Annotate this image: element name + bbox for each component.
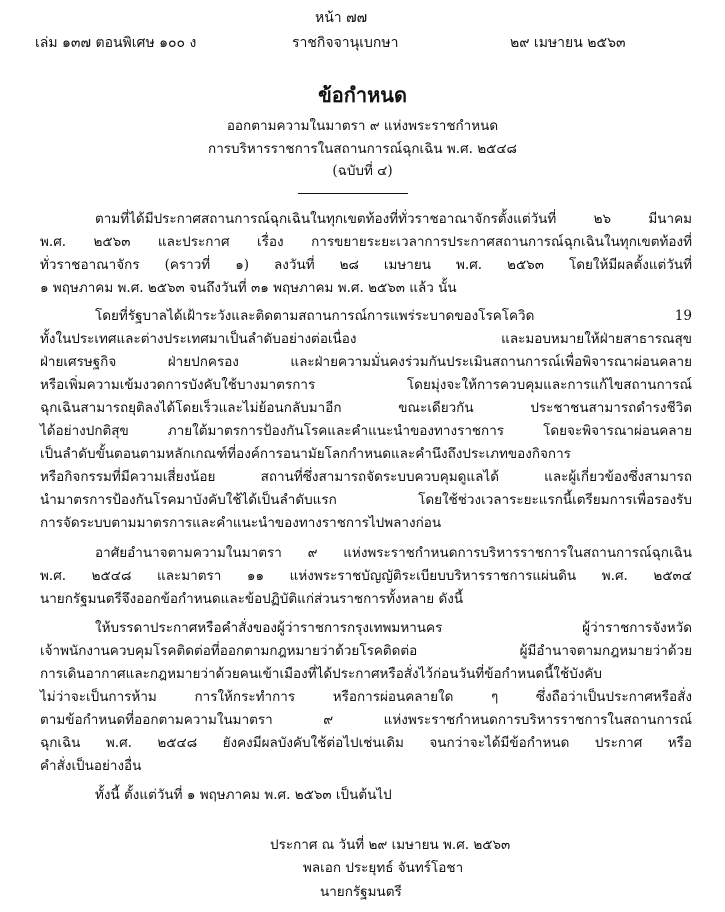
- signatory-name: พลเอก ประยุทธ์ จันทร์โอชา: [303, 860, 464, 876]
- paragraph-line: ทั้งนี้ ตั้งแต่วันที่ ๑ พฤษภาคม พ.ศ. ๒๕๖๓ เป็นต้นไป: [95, 787, 392, 803]
- paragraph-line: ให้บรรดาประกาศหรือคำสั่งของผู้ว่าราชการกรุงเทพมหานคร ผู้ว่าราชการจังหวัด: [95, 620, 692, 636]
- gazette-date: ๒๙ เมษายน ๒๕๖๓: [510, 35, 626, 51]
- paragraph-line: เจ้าพนักงานควบคุมโรคติดต่อที่ออกตามกฎหมายว่าด้วยโรคติดต่อ ผู้มีอำนาจตามกฎหมายว่าด้วย: [40, 643, 692, 659]
- paragraph-line: หรือกิจกรรมที่มีความเสี่ยงน้อย สถานที่ซึ่งสามารถจัดระบบควบคุมดูแลได้ และผู้เกี่ยวข้องซึ่งสามารถ: [40, 469, 692, 485]
- paragraph-line: ตามข้อกำหนดที่ออกตามความในมาตรา ๙ แห่งพระราชกำหนดการบริหารราชการในสถานการณ์: [40, 712, 692, 728]
- paragraph-line: พ.ศ. ๒๕๔๘ และมาตรา ๑๑ แห่งพระราชบัญญัติระเบียบบริหารราชการแผ่นดิน พ.ศ. ๒๕๓๔: [40, 568, 692, 584]
- paragraph-line: หรือเพิ่มความเข้มงวดการบังคับใช้บางมาตรการ โดยมุ่งจะให้การควบคุมและการแก้ไขสถานการณ์: [40, 377, 692, 393]
- paragraph-line: เป็นลำดับขั้นตอนตามหลักเกณฑ์ที่องค์การอนามัยโลกกำหนดและคำนึงถึงประเภทของกิจการ: [40, 446, 571, 462]
- title-divider: [298, 193, 408, 194]
- paragraph-line: คำสั่งเป็นอย่างอื่น: [40, 758, 142, 774]
- paragraph-line: ตามที่ได้มีประกาศสถานการณ์ฉุกเฉินในทุกเขตท้องที่ทั่วราชอาณาจักรตั้งแต่วันที่ ๒๖ มีนาคม: [95, 211, 692, 227]
- subtitle-line: (ฉบับที่ ๔): [332, 163, 393, 179]
- paragraph-line: ฉุกเฉินสามารถยุติลงได้โดยเร็วและไม่ย้อนกลับมาอีก ขณะเดียวกัน ประชาชนสามารถดำรงชีวิต: [40, 400, 692, 416]
- subtitle-line: การบริหารราชการในสถานการณ์ฉุกเฉิน พ.ศ. ๒๕๔๘: [208, 141, 517, 157]
- paragraph-line: ทั่วราชอาณาจักร (คราวที่ ๑) ลงวันที่ ๒๘ เมษายน พ.ศ. ๒๕๖๓ โดยให้มีผลตั้งแต่วันที่: [40, 257, 692, 273]
- subtitle-line: ออกตามความในมาตรา ๙ แห่งพระราชกำหนด: [226, 118, 499, 134]
- paragraph-line: ได้อย่างปกติสุข ภายใต้มาตรการป้องกันโรคและคำแนะนำของทางราชการ โดยจะพิจารณาผ่อนคลาย: [40, 423, 692, 439]
- paragraph-line: การจัดระบบตามมาตรการและคำแนะนำของทางราชการไปพลางก่อน: [40, 515, 442, 531]
- gazette-publication: ราชกิจจานุเบกษา: [292, 35, 399, 51]
- paragraph-line: ไม่ว่าจะเป็นการห้าม การให้กระทำการ หรือการผ่อนคลายใด ๆ ซึ่งถือว่าเป็นประกาศหรือสั่ง: [40, 689, 692, 705]
- paragraph-line: ฝ่ายเศรษฐกิจ ฝ่ายปกครอง และฝ่ายความมั่นคงร่วมกันประเมินสถานการณ์เพื่อพิจารณาผ่อนคลาย: [40, 354, 692, 370]
- paragraph-line: โดยที่รัฐบาลได้เฝ้าระวังและติดตามสถานการณ์การแพร่ระบาดของโรคโควิด 19: [95, 308, 692, 324]
- paragraph-line: นำมาตรการป้องกันโรคมาบังคับใช้ได้เป็นลำดับแรก โดยใช้ช่วงเวลาระยะแรกนี้เตรียมการเพื่อรองรับ: [40, 492, 692, 508]
- signatory-position: นายกรัฐมนตรี: [320, 884, 402, 900]
- paragraph-line: ทั้งในประเทศและต่างประเทศมาเป็นลำดับอย่างต่อเนื่อง และมอบหมายให้ฝ่ายสาธารณสุข: [40, 331, 692, 347]
- paragraph-line: ฉุกเฉิน พ.ศ. ๒๕๔๘ ยังคงมีผลบังคับใช้ต่อไปเช่นเดิม จนกว่าจะได้มีข้อกำหนด ประกาศ หรือ: [40, 735, 692, 751]
- paragraph-line: การเดินอากาศและกฎหมายว่าด้วยคนเข้าเมืองที่ได้ประกาศหรือสั่งไว้ก่อนวันที่ข้อกำหนดนี้ใช้บังคับ: [40, 666, 602, 682]
- paragraph-line: พ.ศ. ๒๕๖๓ และประกาศ เรื่อง การขยายระยะเวลาการประกาศสถานการณ์ฉุกเฉินในทุกเขตท้องที่: [40, 234, 692, 250]
- issue-date-line: ประกาศ ณ วันที่ ๒๙ เมษายน พ.ศ. ๒๕๖๓: [270, 837, 511, 853]
- paragraph-line: ๑ พฤษภาคม พ.ศ. ๒๕๖๓ จนถึงวันที่ ๓๑ พฤษภาคม พ.ศ. ๒๕๖๓ แล้ว นั้น: [40, 280, 457, 296]
- gazette-volume: เล่ม ๑๓๗ ตอนพิเศษ ๑๐๐ ง: [35, 35, 197, 51]
- document-title: ข้อกำหนด: [318, 83, 407, 107]
- paragraph-line: อาศัยอำนาจตามความในมาตรา ๙ แห่งพระราชกำหนดการบริหารราชการในสถานการณ์ฉุกเฉิน: [95, 545, 692, 561]
- page-number: หน้า ๗๗: [315, 10, 368, 26]
- paragraph-line: นายกรัฐมนตรีจึงออกข้อกำหนดและข้อปฏิบัติแก่ส่วนราชการทั้งหลาย ดังนี้: [40, 591, 464, 607]
